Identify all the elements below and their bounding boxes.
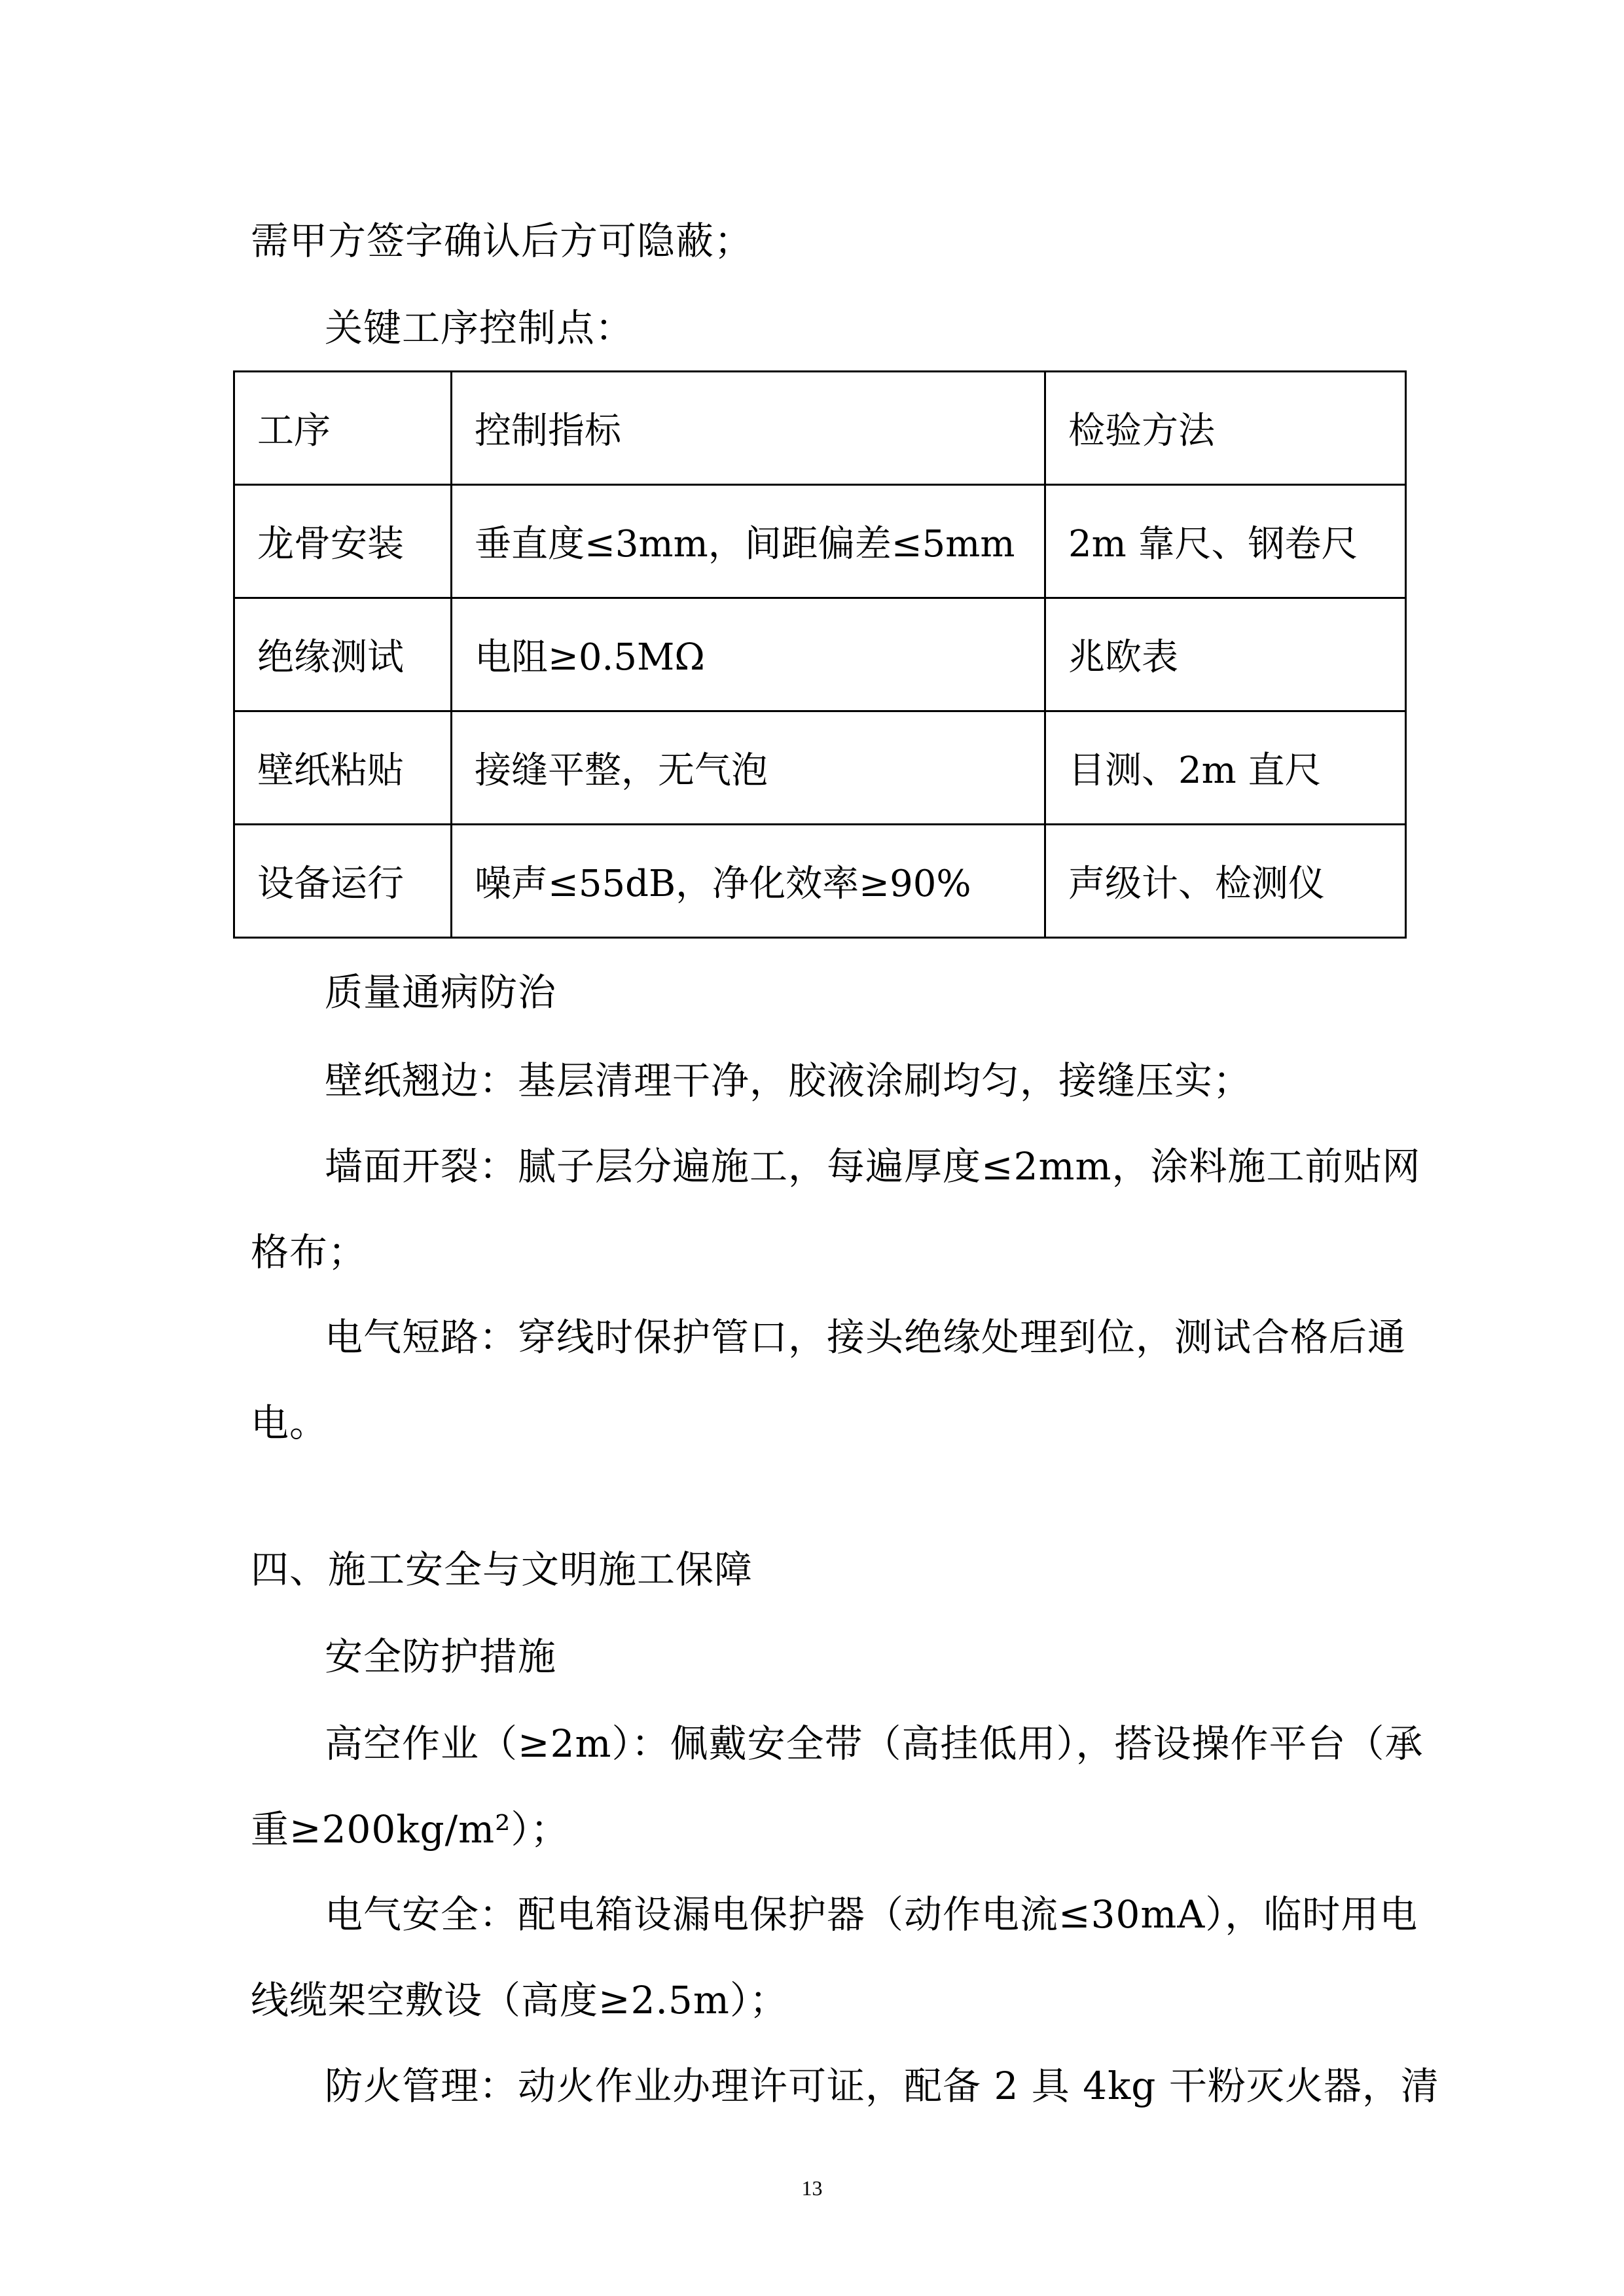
paragraph-line: 电气安全：配电箱设漏电保护器（动作电流≤30mA），临时用电 bbox=[325, 1892, 1418, 1937]
table-row bbox=[234, 485, 1406, 598]
table-cell: 壁纸粘贴 bbox=[234, 711, 452, 825]
table-cell: 设备运行 bbox=[234, 825, 452, 938]
page-number: 13 bbox=[801, 2176, 823, 2200]
table-cell: 目测、2m 直尺 bbox=[1045, 711, 1406, 825]
header-cell: 工序 bbox=[234, 372, 452, 485]
header-cell: 控制指标 bbox=[452, 372, 1045, 485]
paragraph-line: 高空作业（≥2m）：佩戴安全带（高挂低用），搭设操作平台（承 bbox=[325, 1721, 1424, 1766]
paragraph-line: 壁纸翘边：基层清理干净，胶液涂刷均匀，接缝压实； bbox=[325, 1058, 1252, 1103]
table-cell: 垂直度≤3mm，间距偏差≤5mm bbox=[452, 485, 1045, 598]
table-row bbox=[234, 711, 1406, 825]
paragraph-line: 电气短路：穿线时保护管口，接头绝缘处理到位，测试合格后通 bbox=[325, 1315, 1407, 1359]
table-cell: 噪声≤55dB，净化效率≥90% bbox=[452, 825, 1045, 938]
section-subheading: 安全防护措施 bbox=[325, 1634, 557, 1679]
table-row bbox=[234, 598, 1406, 711]
table-cell: 声级计、检测仪 bbox=[1045, 825, 1406, 938]
paragraph-line: 线缆架空敷设（高度≥2.5m）； bbox=[251, 1978, 788, 2022]
section-heading: 四、施工安全与文明施工保障 bbox=[251, 1547, 753, 1592]
paragraph-line: 电。 bbox=[251, 1401, 329, 1445]
paragraph-line: 需甲方签字确认后方可隐蔽； bbox=[251, 219, 753, 263]
paragraph-heading: 关键工序控制点： bbox=[325, 306, 634, 350]
table-cell: 绝缘测试 bbox=[234, 598, 452, 711]
table-cell: 电阻≥0.5MΩ bbox=[452, 598, 1045, 711]
table-header-row bbox=[234, 372, 1406, 485]
table-cell: 龙骨安装 bbox=[234, 485, 452, 598]
paragraph-line: 墙面开裂：腻子层分遍施工，每遍厚度≤2mm，涂料施工前贴网 bbox=[325, 1144, 1421, 1189]
paragraph-line: 格布； bbox=[251, 1230, 367, 1274]
paragraph-line: 重≥200kg/m²）； bbox=[251, 1807, 569, 1852]
section-subheading: 质量通病防治 bbox=[325, 970, 557, 1014]
table-row bbox=[234, 825, 1406, 938]
table-cell: 2m 靠尺、钢卷尺 bbox=[1045, 485, 1406, 598]
header-cell: 检验方法 bbox=[1045, 372, 1406, 485]
key-process-control-table bbox=[233, 370, 1407, 939]
table-cell: 接缝平整，无气泡 bbox=[452, 711, 1045, 825]
paragraph-line: 防火管理：动火作业办理许可证，配备 2 具 4kg 干粉灭火器，清 bbox=[325, 2064, 1439, 2108]
table-cell: 兆欧表 bbox=[1045, 598, 1406, 711]
